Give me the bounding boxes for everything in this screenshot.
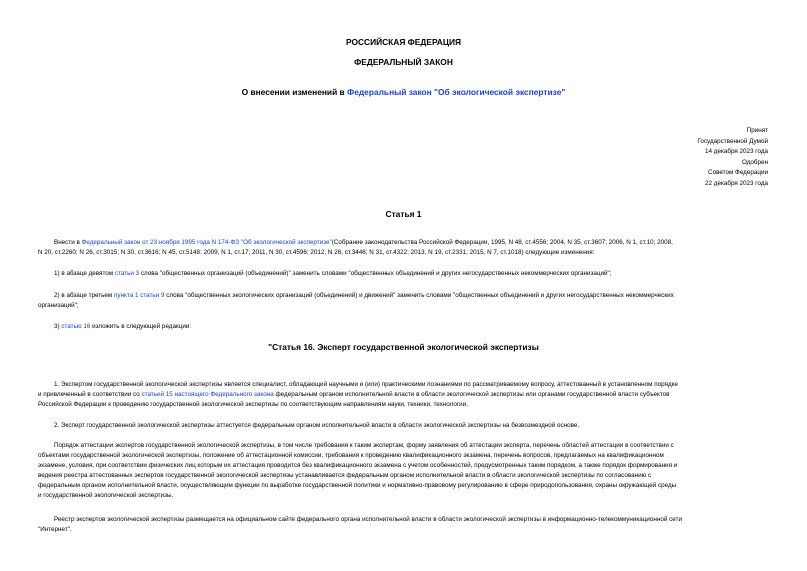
article-1-intro [38,238,768,258]
item-3-rest: изложить в следующей редакции: [90,323,192,330]
item-2-line-2: организаций"; [38,302,79,309]
item-1-prefix: 1) в абзаце девятом [54,270,115,277]
law-174-link[interactable]: Федеральный закон от 23 ноября 1995 года N 174-ФЗ "Об экологической экспертизе" [81,239,332,246]
p4-line-2: "Интернет". [38,526,72,533]
law-title-link[interactable]: Федеральный закон "Об экологической экспертизе" [347,87,566,97]
law-title [0,87,807,97]
p1-line-3: Российской Федерации к проведению государственной экологической экспертизы по соответствующим направлениям науки, техники, технологии. [38,401,468,408]
p1-line-2-prefix: и привлеченный в соответствии со [38,391,142,398]
item-3-prefix: 3) [54,323,62,330]
adoption-line: 14 декабря 2023 года [705,148,768,155]
p1-line-2-rest: федеральным органом исполнительной власти в области экологической экспертизы или органами государственной власти субъектов [273,391,670,398]
item-1-rest: слова "общественных организаций (объединений)" заменить словами "общественных объединений и других негосударственных некоммерческих организаций"; [139,270,612,277]
country-heading: РОССИЙСКАЯ ФЕДЕРАЦИЯ [345,37,462,47]
article-16-link[interactable]: статью 16 [61,323,91,330]
p3-line: федеральным органом исполнительной власти, осуществляющим функции по выработке государственной политики и нормативно-правовому регулированию в сфере природопользования, охраны окружающей среды [38,482,677,489]
art16-paragraph-3 [38,441,768,501]
adoption-line: Государственной Думой [697,137,768,145]
adoption-line: Принят [746,127,768,134]
intro-line-2: N 20, ст.2260; N 26, ст.3015; N 30, ст.3616; N 45, ст.5148; 2009, N 1, ст.17; 2011, N 30, ст.4596; 2012, N 26, ст.3446; N 31, ст.4322; 2013, N 19, ст.2331; 2015, N 7, ст.1018) следующие изменения: [38,249,595,256]
p3-line: экзамене, условия, при соответствии физических лиц которым их аттестация проводится без квалификационного экзамена с учетом особенностей, предусмотренных таким порядком, а также порядок формирования и [38,462,678,469]
p1-line-1: 1. Экспертом государственной экологической экспертизы является специалист, обладающий научными и (или) практическими познаниями по рассматриваемому вопросу, аттестованный в установленном порядке [54,381,678,388]
art16-paragraph-4 [38,515,768,535]
p4-line-1: Реестр экспертов экологической экспертизы размещается на официальном сайте федерального органа исполнительной власти в области экологической экспертизы в информационно-телекоммуникационной сети [54,516,682,523]
item-1 [38,269,768,279]
item-2-rest: слова "общественных экологических организаций (объединений) и движений" заменить словами "общественных объединений и других негосударственных некоммерческих [164,292,674,299]
adoption-line: Советом Федерации [708,169,768,176]
adoption-line: 22 декабря 2023 года [705,179,768,187]
p3-line: и государственной экологической экспертизы. [38,492,174,499]
art16-paragraph-1 [38,380,768,410]
article-3-link[interactable]: статьи 3 [114,270,140,277]
law-title-prefix: О внесении изменений в [241,87,348,97]
item-3 [38,322,768,332]
intro-prefix: Внести в [54,239,82,246]
p3-line: объектами государственной экологической экспертизы, положение об аттестационной комиссии, требования к проведению квалификационного экзамена, перечень вопросов, предлагаемых на квалификационном [38,452,664,459]
item-2 [38,291,768,311]
item-2-prefix: 2) в абзаце третьем [54,292,115,299]
law-type-heading: ФЕДЕРАЛЬНЫЙ ЗАКОН [354,57,453,67]
intro-rest: (Собрание законодательства Российской Федерации, 1995, N 48, ст.4556; 2004, N 35, ст.3607; 2006, N 1, ст.10; 2008, [331,239,673,246]
p3-line: ведения реестра аттестованных экспертов государственной экологической экспертизы устанавливается федеральным органом исполнительной власти в области экологической экспертизы по согласованию с [38,472,652,479]
article-1-heading: Статья 1 [385,209,422,219]
p3-line: Порядок аттестации экспертов государственной экологической экспертизы, в том числе требования к таким экспертам, форму заявления об аттестации эксперта, перечень областей аттестации в соответствии с [54,442,674,449]
art16-paragraph-2: 2. Эксперт государственной экологической экспертизы аттестуется федеральным органом исполнительной власти в области экологической экспертизы на безвозмездной основе. [54,422,580,429]
adoption-block [620,126,768,189]
article-16-heading: "Статья 16. Эксперт государственной экологической экспертизы [268,342,539,352]
article-15-link[interactable]: статьей 15 настоящего Федерального закона [141,391,274,398]
adoption-line: Одобрен [741,158,768,166]
article-9-link[interactable]: пункта 1 статьи 9 [114,292,165,299]
